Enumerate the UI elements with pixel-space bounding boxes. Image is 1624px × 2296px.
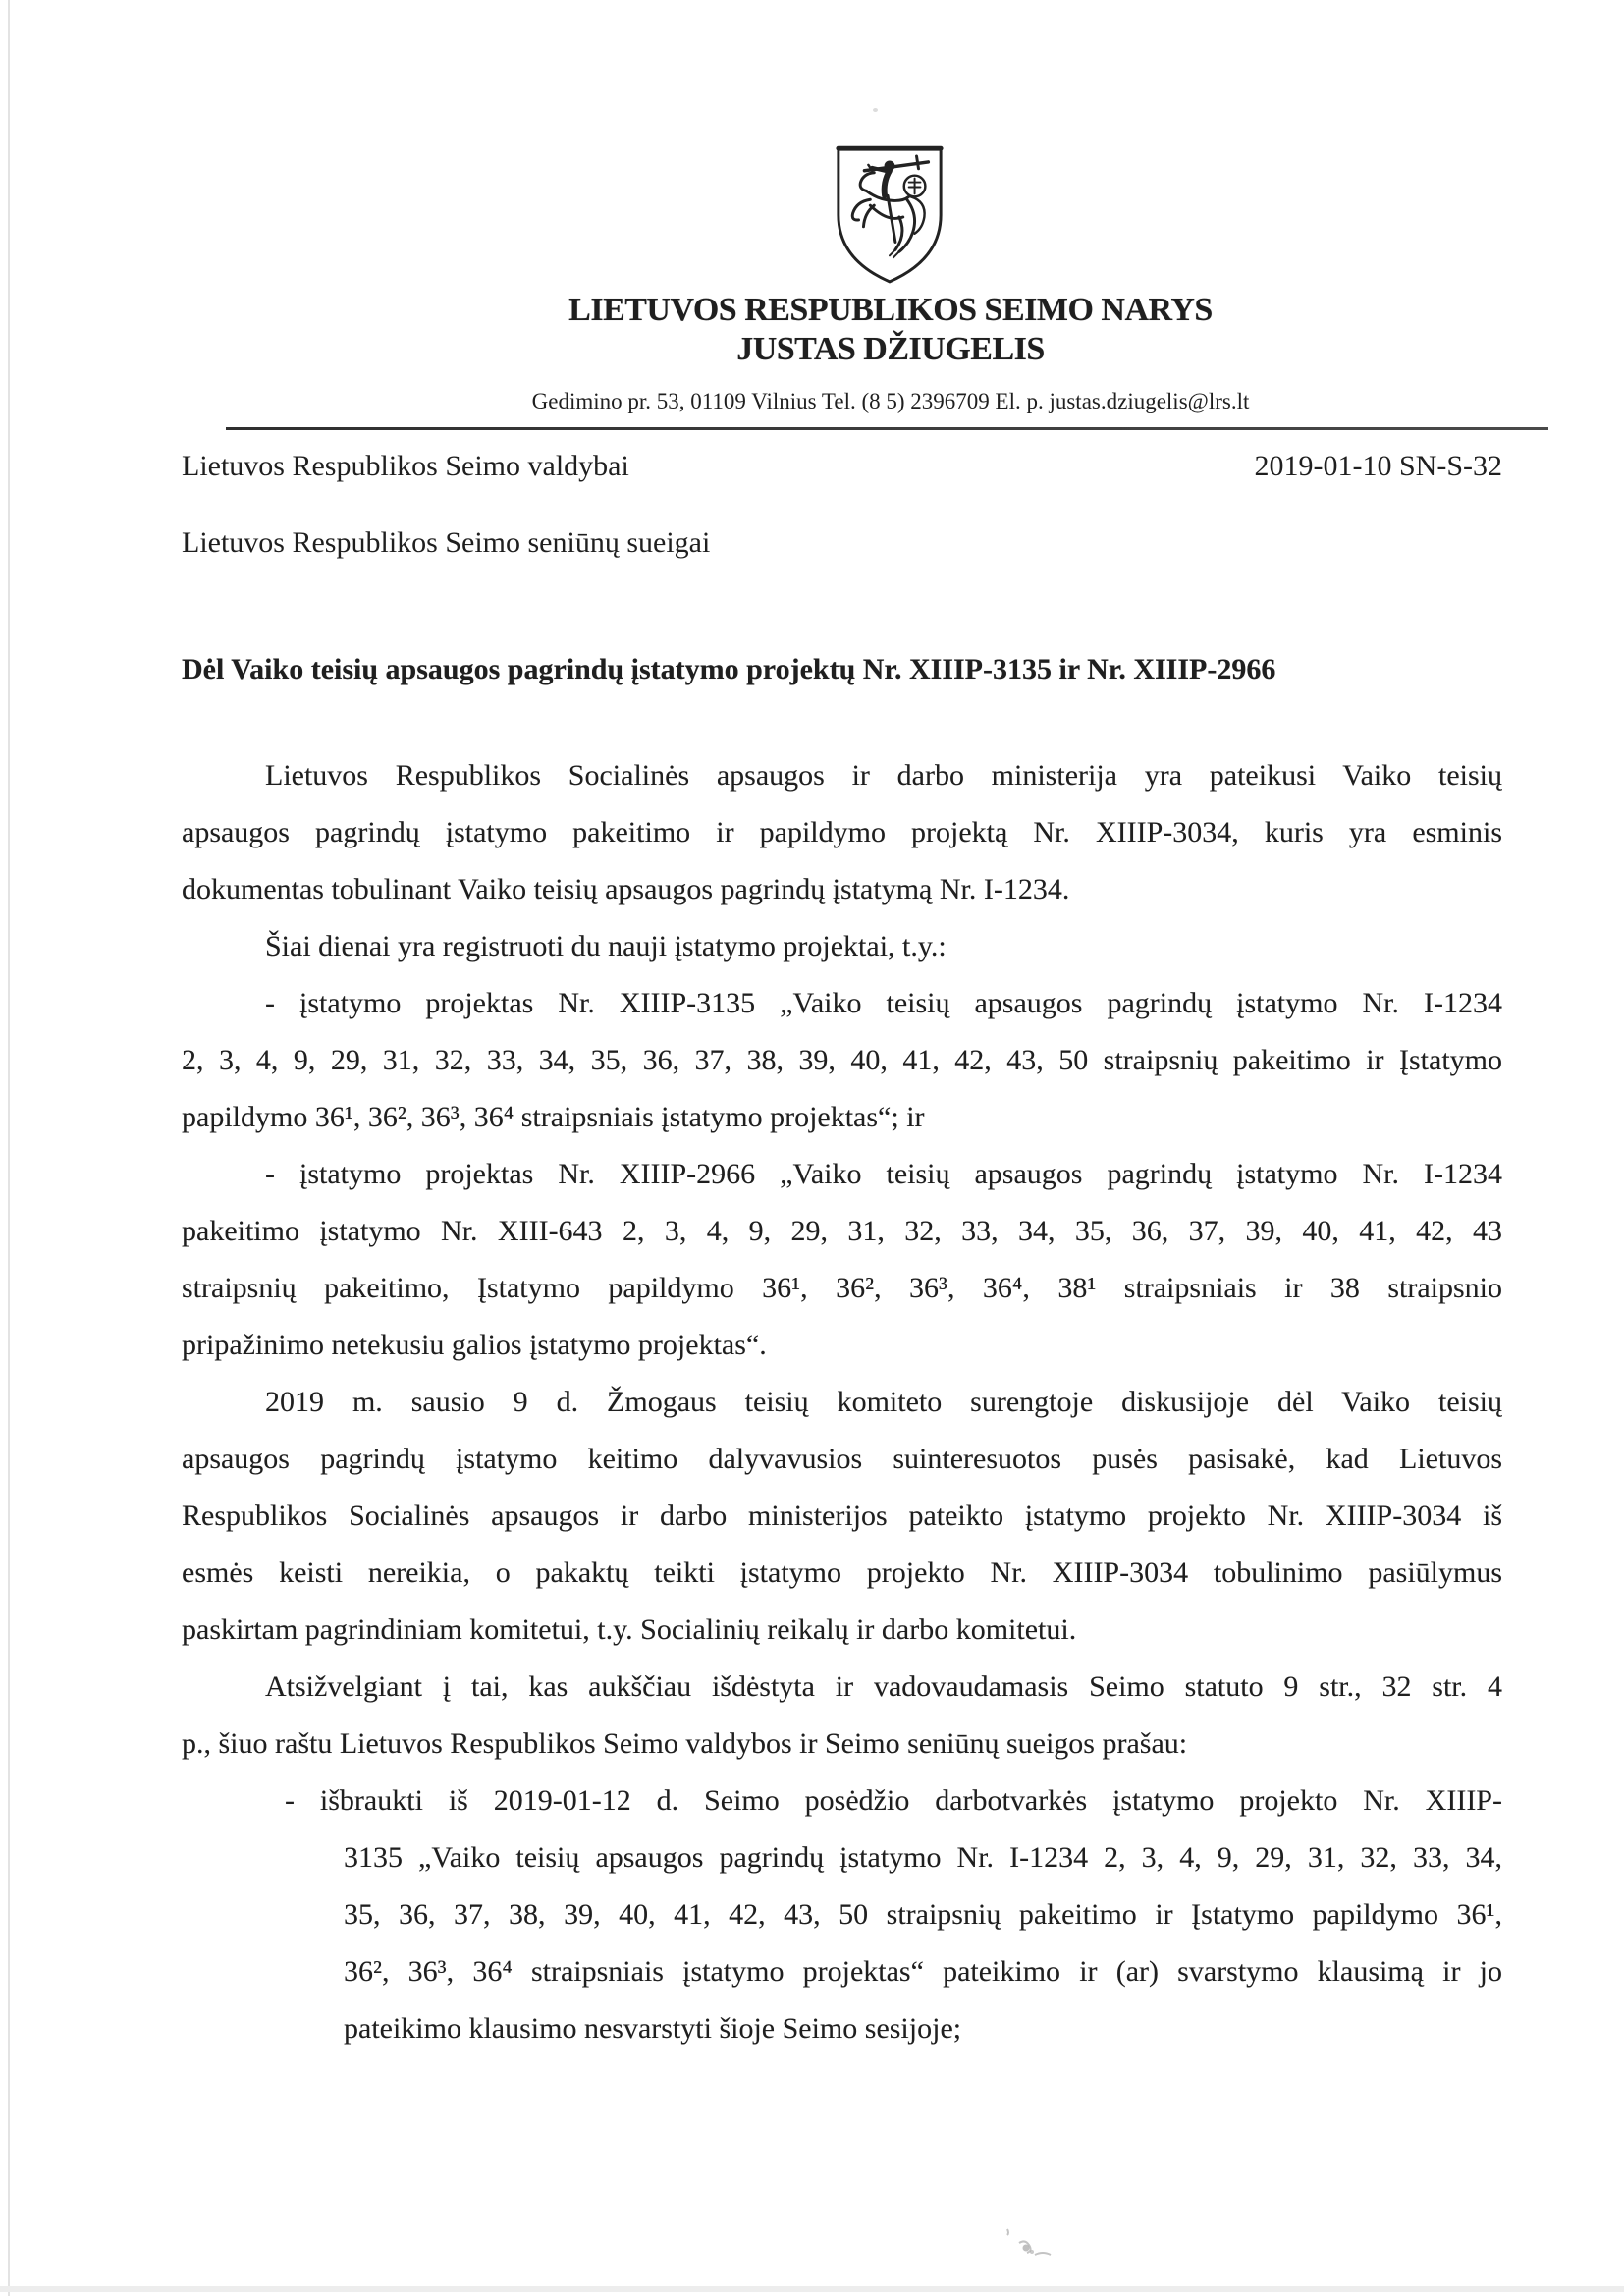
body-line: dokumentas tobulinant Vaiko teisių apsaugos pagrindų įstatymą Nr. I-1234. xyxy=(182,873,1070,905)
body-line: pakeitimo įstatymo Nr. XIII-643 2, 3, 4, 9, 29, 31, 32, 33, 34, 35, 36, 37, 39, 40, 41, 42, 43 xyxy=(182,1215,1502,1247)
body-line: esmės keisti nereikia, o pakaktų teikti įstatymo projekto Nr. XIIIP-3034 tobulinimo pasiūlymus xyxy=(182,1557,1502,1589)
body-line: papildymo 36¹, 36², 36³, 36⁴ straipsniais įstatymo projektas“; ir xyxy=(182,1101,925,1133)
request-list-line-bullet: - išbraukti iš 2019-01-12 d. Seimo posėdžio darbotvarkės įstatymo projekto Nr. XIIIP- xyxy=(285,1784,1502,1817)
subject-line: Dėl Vaiko teisių apsaugos pagrindų įstatymo projektų Nr. XIIIP-3135 ir Nr. XIIIP-2966 xyxy=(182,653,1276,685)
request-list-line: 36², 36³, 36⁴ straipsniais įstatymo projektas“ pateikimo ir (ar) svarstymo klausimą ir jo xyxy=(344,1955,1502,1988)
vytis-coat-of-arms-icon xyxy=(832,140,947,290)
scan-bottom-edge-band xyxy=(0,2286,1624,2292)
body-line: Lietuvos Respublikos Socialinės apsaugos ir darbo ministerija yra pateikusi Vaiko teisių xyxy=(265,759,1502,792)
ink-smudge-mark xyxy=(1000,2215,1088,2265)
addressee-and-ref-row xyxy=(182,446,1502,487)
scan-left-edge-line xyxy=(8,0,10,2296)
body-line: straipsnių pakeitimo, Įstatymo papildymo 36¹, 36², 36³, 36⁴, 38¹ straipsniais ir 38 straipsnio xyxy=(182,1272,1502,1304)
letterhead-contact-line: Gedimino pr. 53, 01109 Vilnius Tel. (8 5) 2396709 El. p. justas.dziugelis@lrs.lt xyxy=(531,389,1250,413)
letterhead-divider-rule xyxy=(226,427,1548,430)
body-line: Atsižvelgiant į tai, kas aukščiau išdėstyta ir vadovaudamasis Seimo statuto 9 str., 32 str. 4 xyxy=(265,1670,1502,1703)
body-line: apsaugos pagrindų įstatymo pakeitimo ir papildymo projektą Nr. XIIIP-3034, kuris yra esminis xyxy=(182,816,1502,848)
addressee-seniunu-sueiga: Lietuvos Respublikos Seimo seniūnų sueigai xyxy=(182,526,711,559)
body-line: paskirtam pagrindiniam komitetui, t.y. Socialinių reikalų ir darbo komitetui. xyxy=(182,1613,1077,1646)
body-line: pripažinimo netekusiu galios įstatymo projektas“. xyxy=(182,1329,767,1361)
body-line: Šiai dienai yra registruoti du nauji įstatymo projektai, t.y.: xyxy=(265,930,947,962)
addressee-seimo-valdyba: Lietuvos Respublikos Seimo valdybai xyxy=(182,450,629,482)
body-line: Respublikos Socialinės apsaugos ir darbo ministerijos pateikto įstatymo projekto Nr. XIIIP-3034 iš xyxy=(182,1500,1502,1532)
letterhead-institution: LIETUVOS RESPUBLIKOS SEIMO NARYS xyxy=(568,292,1213,328)
request-list-line: 3135 „Vaiko teisių apsaugos pagrindų įstatymo Nr. I-1234 2, 3, 4, 9, 29, 31, 32, 33, 34, xyxy=(344,1841,1502,1874)
body-line: apsaugos pagrindų įstatymo keitimo dalyvavusios suinteresuotos pusės pasisakė, kad Lietuvos xyxy=(182,1443,1502,1475)
body-line: 2, 3, 4, 9, 29, 31, 32, 33, 34, 35, 36, 37, 38, 39, 40, 41, 42, 43, 50 straipsnių pakeitimo ir Įstatymo xyxy=(182,1044,1502,1076)
body-line-bullet: - įstatymo projektas Nr. XIIIP-3135 „Vaiko teisių apsaugos pagrindų įstatymo Nr. I-1234 xyxy=(265,987,1502,1019)
request-list-line: 35, 36, 37, 38, 39, 40, 41, 42, 43, 50 straipsnių pakeitimo ir Įstatymo papildymo 36¹, xyxy=(344,1898,1502,1931)
scan-speck xyxy=(873,108,878,112)
letter-body xyxy=(182,747,1502,2057)
body-line-bullet: - įstatymo projektas Nr. XIIIP-2966 „Vaiko teisių apsaugos pagrindų įstatymo Nr. I-1234 xyxy=(265,1158,1502,1190)
body-line: p., šiuo raštu Lietuvos Respublikos Seimo valdybos ir Seimo seniūnų sueigos prašau: xyxy=(182,1727,1188,1760)
request-list-line: pateikimo klausimo nesvarstyti šioje Seimo sesijoje; xyxy=(344,2012,962,2045)
date-reference-number: 2019-01-10 SN-S-32 xyxy=(1254,450,1502,482)
body-line: 2019 m. sausio 9 d. Žmogaus teisių komiteto surengtoje diskusijoje dėl Vaiko teisių xyxy=(265,1386,1502,1418)
letterhead-member-name: JUSTAS DŽIUGELIS xyxy=(736,331,1045,367)
